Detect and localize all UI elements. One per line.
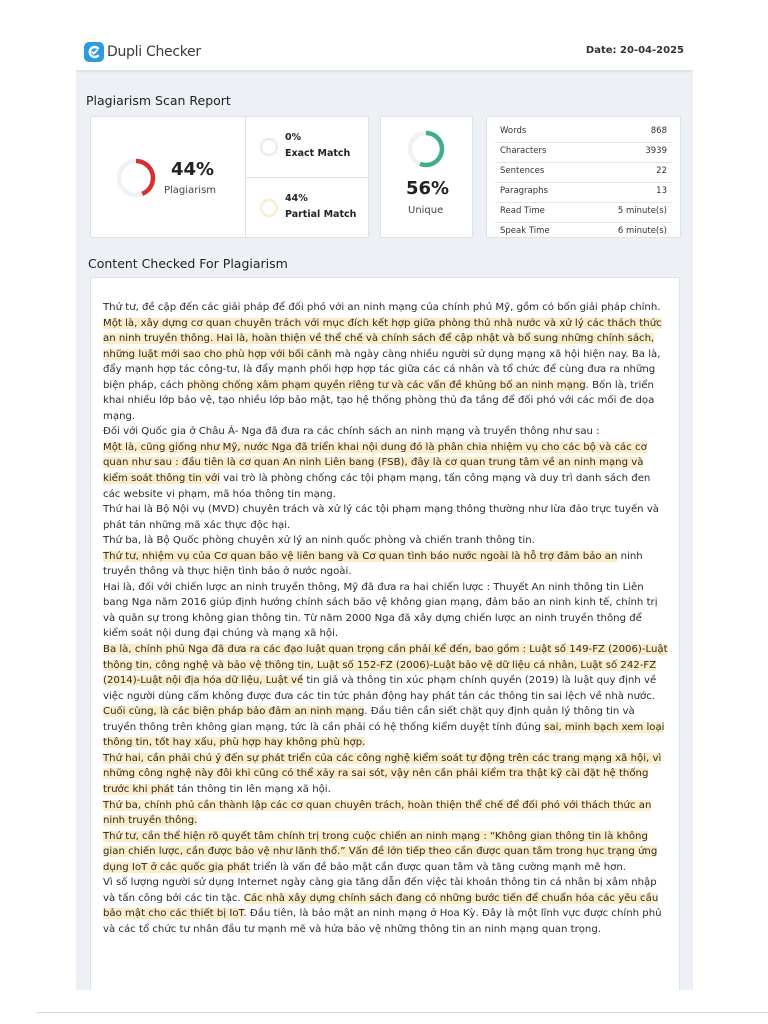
content-paragraph <box>103 549 669 580</box>
header-bar <box>76 36 693 70</box>
content-paragraph <box>103 300 669 424</box>
dupli-checker-logo-icon <box>84 42 104 62</box>
content-paragraph <box>103 751 669 798</box>
matched-text-highlight: Thứ ba, chính phủ cần thành lập các cơ quan chuyên trách, hoàn thiện thể chế để đối phó với thách thức an ninh truyền thông. <box>103 799 652 827</box>
content-paragraph <box>103 642 669 704</box>
stat-sentences-label: Sentences <box>500 166 545 176</box>
partial-match-percent: 44% <box>285 193 308 204</box>
exact-match-block <box>246 117 368 177</box>
text-stats-card <box>486 116 681 238</box>
content-text-segment: . Bốn là, triển khai nhiều lớp bảo vệ, tạo nhiều lớp bảo mật, tạo hệ thống phòng thủ đa tầng để đối phó với các mối đe dọa mạng. <box>103 379 655 422</box>
matched-text-highlight: Thứ hai, cần phải chú ý đến sự phát triển của các công nghệ kiểm soát tự động trên các trang mạng xã hội, vì những công nghệ này đôi khi cũng có thể xảy ra sai sót, vậy nên cần phải kiểm tra thật kỹ cài đặt hệ thống trước khi phát <box>103 752 662 795</box>
content-text-segment: mà ngày càng nhiều người sử dụng mạng xã hội hiện nay. Ba là, đẩy mạnh hợp tác công-tư, là đẩy mạnh phối hợp hợp tác giữa các cá nhân và tổ chức để cùng đưa ra những biện pháp, cách <box>103 348 661 391</box>
content-section-title: Content Checked For Plagiarism <box>88 256 288 271</box>
content-text-segment: ninh truyền thông và thực hiện tình báo ở nước ngoài. <box>103 550 643 578</box>
stat-row <box>495 123 672 143</box>
stat-row <box>495 203 672 223</box>
matched-text-highlight: Ba là, chính phủ Nga đã đưa ra các đạo luật quan trọng cần phải kể đến, bao gồm : Luật số 149-FZ (2006)-Luật thông tin, công nghệ và bảo vệ thông tin, Luật số 152-FZ (2006)-Luật bảo vệ dữ liệu cá nhân, Luật số 242-FZ (2014)-Luật nội địa hóa dữ liệu, Luật về <box>103 644 668 687</box>
stat-characters-label: Characters <box>500 146 547 156</box>
plagiarism-label: Plagiarism <box>164 185 217 196</box>
matched-text-highlight: Cuối cùng, là các biện pháp bảo đảm an ninh mạng <box>103 706 365 718</box>
plagiarism-card <box>90 116 247 238</box>
plagiarism-donut <box>115 157 157 199</box>
report-date <box>586 45 684 56</box>
partial-match-label: Partial Match <box>285 209 357 220</box>
content-text-segment: Thứ ba, là Bộ Quốc phòng chuyên xử lý an ninh quốc phòng và chiến tranh thông tin. <box>103 535 535 547</box>
exact-match-percent: 0% <box>285 132 302 143</box>
stat-row <box>495 183 672 203</box>
checked-content-text <box>103 300 669 937</box>
matched-text-highlight: Thứ tư, nhiệm vụ của Cơ quan bảo vệ liên bang và Cơ quan tình báo nước ngoài là hỗ trợ đảm bảo an <box>103 550 618 562</box>
matched-text-highlight: Thứ tư, cần thể hiện rõ quyết tâm chính trị trong cuộc chiến an ninh mạng : “Không gian thông tin là không gian chiến lược, cần được bảo vệ như lãnh thổ.” Vấn đề lớn tiếp theo cần được quan tâm trong hục trạng ứng dụng IoT ở các quốc gia phát <box>103 830 658 873</box>
page-bottom-divider <box>36 1012 768 1013</box>
content-text-segment: tán thông tin lên mạng xã hội. <box>173 783 331 795</box>
stat-words-value: 868 <box>650 126 667 136</box>
content-text-segment: Thứ tư, đề cập đến các giải pháp để đối phó với an ninh mạng của chính phủ Mỹ, gồm có bốn giải pháp chính. <box>103 302 661 313</box>
content-text-segment: tin giả và thông tin xúc phạm chính quyền (2019) là luật quy định về việc người dùng cấm không được đưa các tin tức phản động hay phát tán các thông tin sai lệch về nhà nước. <box>103 675 657 702</box>
content-paragraph <box>103 580 669 642</box>
content-paragraph <box>103 440 669 502</box>
checked-content-box <box>90 277 680 990</box>
content-text-segment: vai trò là phòng chống các tội phạm mạng, tấn công mạng và duy trì danh sách đen các website vi phạm, mã hóa thông tin mạng. <box>103 473 651 500</box>
matched-text-highlight: Các nhà xây dựng chính sách đang có những bước tiến để chuẩn hóa các yêu cầu bảo mật cho các thiết bị IoT <box>103 892 659 920</box>
stat-row <box>495 163 672 183</box>
stat-speak-time-value: 6 minute(s) <box>617 226 667 236</box>
content-paragraph <box>103 829 669 876</box>
report-title: Plagiarism Scan Report <box>86 93 231 108</box>
unique-card <box>380 116 473 238</box>
matched-text-highlight: sai, minh bạch xem loại thông tin, tốt hay xấu, phù hợp hay không phù hợp. <box>103 721 665 749</box>
stats-list <box>487 123 680 242</box>
exact-match-label: Exact Match <box>285 148 351 159</box>
content-text-segment: . Đầu tiên, là bảo mật an ninh mạng ở Hoa Kỳ. Đây là một lĩnh vực được chính phủ và các tổ chức tư nhân đầu tư mạnh mẽ và hứa bảo vệ những thông tin an ninh mạng quan trọng. <box>103 908 662 935</box>
match-breakdown-card <box>245 116 369 238</box>
content-paragraph <box>103 875 669 937</box>
stat-read-time-label: Read Time <box>500 206 545 216</box>
content-text-segment: triển là vấn đề bảo mật cần được quan tâm và tăng cường mạnh mẽ hơn. <box>249 861 626 873</box>
matched-text-highlight: Một là, xây dựng cơ quan chuyên trách với mục đích kết hợp giữa phòng thủ nhà nước và xử lý các thách thức an ninh truyền thông. Hai là, hoàn thiện về thể chế và chính sách để cập nhật và bổ sung những chính sách, những luật mới sao cho phù hợp với bối cảnh <box>103 317 662 360</box>
content-paragraph <box>103 502 669 533</box>
unique-donut <box>406 129 446 169</box>
stat-row <box>495 223 672 242</box>
stat-read-time-value: 5 minute(s) <box>617 206 667 216</box>
unique-percent: 56% <box>406 178 450 199</box>
matched-text-highlight: phòng chống xâm phạm quyền riêng tư và các vấn đề khủng bố an ninh mạng <box>187 379 586 391</box>
exact-match-ring <box>259 137 279 157</box>
content-paragraph <box>103 533 669 549</box>
content-text-segment: Đối với Quốc gia ở Châu Á- Nga đã đưa ra các chính sách an ninh mạng và truyền thông như sau : <box>103 426 600 438</box>
stat-paragraphs-label: Paragraphs <box>500 186 548 196</box>
stat-words-label: Words <box>500 126 527 136</box>
stat-row <box>495 143 672 163</box>
stat-speak-time-label: Speak Time <box>500 226 550 236</box>
plagiarism-percent: 44% <box>171 159 215 180</box>
report-sheet <box>76 36 693 990</box>
brand-name: Dupli Checker <box>107 44 201 60</box>
brand-logo[interactable] <box>84 42 201 62</box>
date-value: 20-04-2025 <box>620 45 684 56</box>
date-label: Date: <box>585 45 617 56</box>
matched-text-highlight: Một là, cũng giống như Mỹ, nước Nga đã triển khai nội dung đó là phân chia nhiệm vụ cho các bộ và các cơ quan như sau : đầu tiên là cơ quan An ninh Liên bang (FSB), đây là cơ quan trung tâm về an ninh mạng và kiểm soát thông tin với <box>103 441 647 485</box>
content-paragraph <box>103 704 669 751</box>
partial-match-block <box>246 177 368 238</box>
unique-label: Unique <box>408 205 444 216</box>
content-text-segment: Thứ hai là Bộ Nội vụ (MVD) chuyên trách và xử lý các tội phạm mạng thông thường như lừa đảo trực tuyến và phát tán những mã xác thực độc hại. <box>103 504 660 531</box>
content-text-segment: . Đầu tiên cần siết chặt quy định quản lý thông tin và truyền thông trên không gian mạng, tức là cần phải có hệ thống kiểm duyệt tính đúng <box>103 706 635 733</box>
stat-paragraphs-value: 13 <box>656 186 667 196</box>
content-text-segment: Vì số lượng người sử dụng Internet ngày càng gia tăng dẫn đến việc tài khoản thông tin cá nhân bị xâm nhập và tấn công bởi các tin tặc. <box>103 877 657 904</box>
content-text-segment: Hai là, đối với chiến lược an ninh truyền thông, Mỹ đã đưa ra hai chiến lược : Thuyết An ninh thông tin Liên bang Nga năm 2016 giúp định hướng chính sách bảo vệ không gian mạng, đảm bảo an ninh kinh tế, chính trị và quân sự trong không gian thông tin. Từ năm 2000 Nga đã xây dựng chiến lược an ninh truyền thông để kiểm soát nội dung đại chúng và mạng xã hội. <box>103 581 658 640</box>
stat-sentences-value: 22 <box>656 166 667 176</box>
content-paragraph <box>103 798 669 829</box>
content-paragraph <box>103 424 669 440</box>
stat-characters-value: 3939 <box>645 146 667 156</box>
partial-match-ring <box>259 198 279 218</box>
